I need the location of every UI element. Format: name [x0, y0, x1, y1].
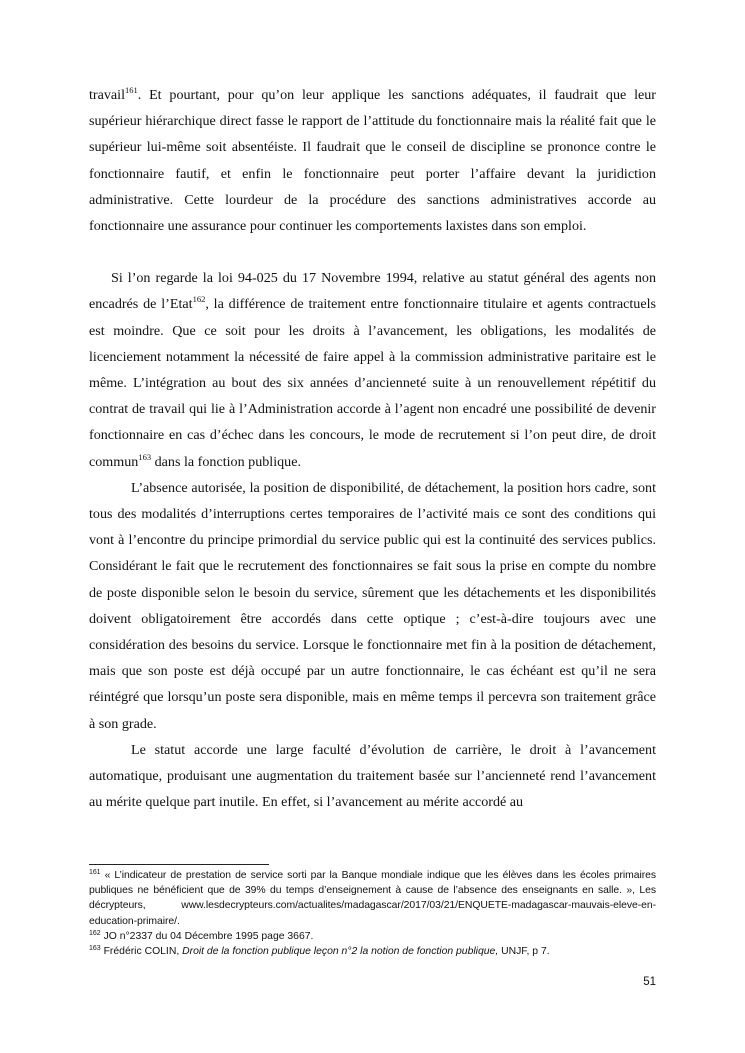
footnote-number-161: 161 — [89, 869, 101, 876]
paragraph-4: Le statut accorde une large faculté d’évolution de carrière, le droit à l’avancement automatique, produisant une augmentation du traitement basée sur l’ancienneté rend l’avancement au mérite quelque part inutile. En effet, si l’avancement au mérite accordé au — [89, 741, 656, 811]
footnote-text-161: « L’indicateur de prestation de service sorti par la Banque mondiale indique que les élèves dans les écoles primaires publiques ne bénéficient que de 39% du temps d’enseignement à cause de l’absence des enseignants en salle. », Les décrypteurs, www.lesdecrypteurs.com/actualites/madagascar/2017/03/21/ENQUETE-madagascar-mauvais-eleve-en-education-primaire/. — [89, 870, 656, 927]
footnote-ref-162[interactable]: 162 — [192, 294, 206, 305]
body-text — [89, 82, 656, 815]
footnote-text-163-post: UNJF, p 7. — [498, 946, 550, 958]
paragraph-2 — [89, 265, 656, 475]
paragraph-2-middle: , la différence de traitement entre fonctionnaire titulaire et agents contractuels est moindre. Que ce soit pour les droits à l’avancement, les obligations, les modalités de licenciement notamment la nécessité de faire appel à la commission administrative paritaire est le même. L’intégration au bout des six années d’ancienneté suite à un renouvellement répétitif du contrat de travail qui lie à l’Administration accorde à l’agent non encadré une possibilité de devenir fonctionnaire en cas d’échec dans les concours, le mode de recrutement si l’on peut dire, de droit commun — [89, 296, 656, 470]
footnote-number-162: 162 — [89, 929, 101, 937]
footnote-ref-161[interactable]: 161 — [125, 85, 138, 95]
footnote-text-163-pre: Frédéric COLIN, — [100, 946, 183, 958]
footnote-161 — [89, 868, 656, 929]
paragraph-1-rest: . Et pourtant, pour qu’on leur applique les sanctions adéquates, il faudrait que leur supérieur hiérarchique direct fasse le rapport de l’attitude du fonctionnaire mais la réalité fait que le supérieur lui-même soit absentéiste. Il faudrait que le conseil de discipline se prononce contre le fonctionnaire fautif, et enfin le fonctionnaire peut porter l’affaire devant la juridiction administrative. Cette lourdeur de la procédure des sanctions administratives accorde au fonctionnaire une assurance pour continuer les comportements laxistes dans son emploi. — [89, 87, 656, 235]
paragraph-gap — [89, 239, 656, 265]
footnotes — [89, 868, 656, 959]
footnote-text-163-title: Droit de la fonction publique leçon n°2 la notion de fonction publique, — [182, 946, 499, 958]
paragraph-2-end: dans la fonction publique. — [151, 453, 301, 470]
footnote-number-163: 163 — [89, 945, 101, 953]
page-number: 51 — [643, 976, 656, 988]
paragraph-1 — [89, 82, 656, 239]
footnote-text-162: JO n°2337 du 04 Décembre 1995 page 3667. — [100, 930, 314, 942]
paragraph-2-start: Si l’on regarde la loi 94-025 du 17 Novembre 1994, relative au statut général des agents non encadrés de l’Etat — [89, 270, 656, 313]
paragraph-1-start: travail — [89, 87, 125, 103]
footnote-163 — [89, 944, 656, 959]
footnote-ref-163[interactable]: 163 — [138, 451, 152, 462]
footnote-separator — [89, 864, 269, 865]
paragraph-3: L’absence autorisée, la position de disponibilité, de détachement, la position hors cadre, sont tous des modalités d’interruptions certes temporaires de l’activité mais ce sont des conditions qui vont à l’encontre du principe primordial du service public qui est la continuité des services publics. Considérant le fait que le recrutement des fonctionnaires se fait sous la prise en compte du nombre de poste disponible selon le besoin du service, sûrement que les détachements et les disponibilités doivent obligatoirement être accordés dans cette optique ; c’est-à-dire toujours avec une considération des besoins du service. Lorsque le fonctionnaire met fin à la position de détachement, mais que son poste est déjà occupé par un autre fonctionnaire, le cas échéant est qu’il ne sera réintégré que lorsqu’un poste sera disponible, mais en même temps il percevra son traitement grâce à son grade. — [89, 479, 656, 732]
footnote-162 — [89, 929, 656, 944]
